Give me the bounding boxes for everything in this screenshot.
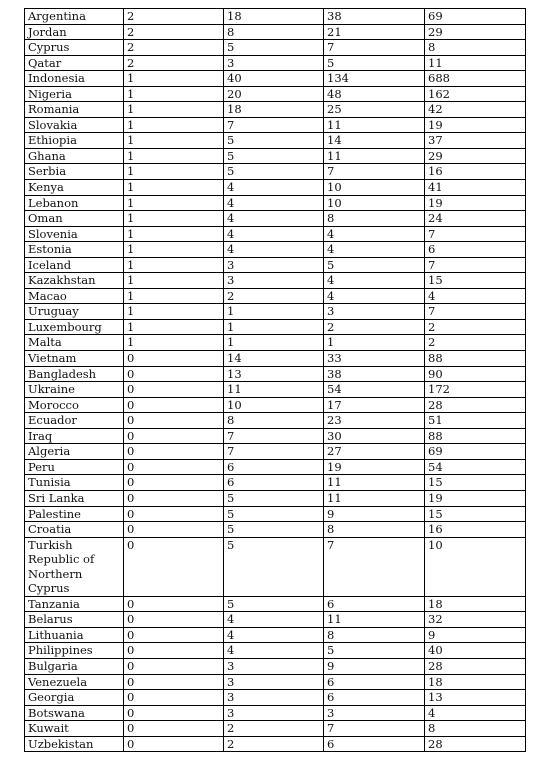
country-cell: Ecuador bbox=[25, 413, 124, 429]
value-cell: 1 bbox=[224, 335, 324, 351]
value-cell: 0 bbox=[124, 366, 224, 382]
value-cell: 32 bbox=[425, 612, 526, 628]
value-cell: 7 bbox=[425, 226, 526, 242]
value-cell: 38 bbox=[324, 366, 425, 382]
table-row bbox=[25, 627, 526, 643]
value-cell: 5 bbox=[324, 55, 425, 71]
table-row bbox=[25, 40, 526, 56]
table-row bbox=[25, 690, 526, 706]
table-row bbox=[25, 242, 526, 258]
country-cell: Palestine bbox=[25, 506, 124, 522]
value-cell: 3 bbox=[224, 658, 324, 674]
value-cell: 4 bbox=[224, 226, 324, 242]
value-cell: 19 bbox=[425, 195, 526, 211]
value-cell: 2 bbox=[324, 319, 425, 335]
table-row bbox=[25, 335, 526, 351]
value-cell: 0 bbox=[124, 537, 224, 596]
value-cell: 4 bbox=[324, 242, 425, 258]
value-cell: 7 bbox=[425, 257, 526, 273]
value-cell: 1 bbox=[224, 319, 324, 335]
country-cell: Iceland bbox=[25, 257, 124, 273]
value-cell: 8 bbox=[425, 721, 526, 737]
value-cell: 2 bbox=[124, 9, 224, 25]
value-cell: 1 bbox=[124, 164, 224, 180]
value-cell: 2 bbox=[425, 319, 526, 335]
value-cell: 1 bbox=[124, 195, 224, 211]
table-row bbox=[25, 721, 526, 737]
value-cell: 6 bbox=[324, 690, 425, 706]
value-cell: 1 bbox=[124, 273, 224, 289]
value-cell: 0 bbox=[124, 490, 224, 506]
value-cell: 0 bbox=[124, 596, 224, 612]
value-cell: 4 bbox=[224, 643, 324, 659]
value-cell: 1 bbox=[124, 257, 224, 273]
value-cell: 1 bbox=[124, 226, 224, 242]
value-cell: 0 bbox=[124, 674, 224, 690]
value-cell: 10 bbox=[324, 195, 425, 211]
value-cell: 16 bbox=[425, 522, 526, 538]
value-cell: 8 bbox=[324, 627, 425, 643]
value-cell: 6 bbox=[324, 596, 425, 612]
value-cell: 8 bbox=[224, 413, 324, 429]
value-cell: 0 bbox=[124, 690, 224, 706]
table-row bbox=[25, 195, 526, 211]
value-cell: 7 bbox=[224, 428, 324, 444]
country-cell: Malta bbox=[25, 335, 124, 351]
country-cell: Ethiopia bbox=[25, 133, 124, 149]
value-cell: 33 bbox=[324, 351, 425, 367]
value-cell: 6 bbox=[224, 459, 324, 475]
country-cell: Croatia bbox=[25, 522, 124, 538]
value-cell: 1 bbox=[224, 304, 324, 320]
value-cell: 25 bbox=[324, 102, 425, 118]
value-cell: 3 bbox=[224, 690, 324, 706]
value-cell: 6 bbox=[425, 242, 526, 258]
value-cell: 1 bbox=[124, 288, 224, 304]
country-cell: Iraq bbox=[25, 428, 124, 444]
table-row bbox=[25, 366, 526, 382]
value-cell: 0 bbox=[124, 705, 224, 721]
country-cell: Georgia bbox=[25, 690, 124, 706]
value-cell: 5 bbox=[224, 164, 324, 180]
country-cell: Peru bbox=[25, 459, 124, 475]
value-cell: 0 bbox=[124, 612, 224, 628]
value-cell: 11 bbox=[324, 612, 425, 628]
country-cell: Nigeria bbox=[25, 86, 124, 102]
value-cell: 88 bbox=[425, 351, 526, 367]
country-cell: Slovakia bbox=[25, 117, 124, 133]
value-cell: 7 bbox=[324, 164, 425, 180]
value-cell: 42 bbox=[425, 102, 526, 118]
value-cell: 4 bbox=[224, 627, 324, 643]
value-cell: 0 bbox=[124, 627, 224, 643]
table-row bbox=[25, 705, 526, 721]
country-cell: Romania bbox=[25, 102, 124, 118]
value-cell: 14 bbox=[224, 351, 324, 367]
value-cell: 0 bbox=[124, 721, 224, 737]
value-cell: 3 bbox=[224, 674, 324, 690]
value-cell: 10 bbox=[224, 397, 324, 413]
value-cell: 90 bbox=[425, 366, 526, 382]
table-row bbox=[25, 522, 526, 538]
table-row bbox=[25, 180, 526, 196]
value-cell: 38 bbox=[324, 9, 425, 25]
table-row bbox=[25, 537, 526, 596]
value-cell: 4 bbox=[224, 612, 324, 628]
value-cell: 7 bbox=[324, 40, 425, 56]
value-cell: 19 bbox=[425, 490, 526, 506]
value-cell: 0 bbox=[124, 444, 224, 460]
table-row bbox=[25, 475, 526, 491]
value-cell: 13 bbox=[224, 366, 324, 382]
value-cell: 18 bbox=[425, 596, 526, 612]
country-cell: Oman bbox=[25, 211, 124, 227]
value-cell: 41 bbox=[425, 180, 526, 196]
country-cell: Jordan bbox=[25, 24, 124, 40]
value-cell: 1 bbox=[324, 335, 425, 351]
value-cell: 1 bbox=[124, 319, 224, 335]
value-cell: 4 bbox=[224, 242, 324, 258]
value-cell: 1 bbox=[124, 211, 224, 227]
value-cell: 1 bbox=[124, 148, 224, 164]
value-cell: 2 bbox=[224, 721, 324, 737]
value-cell: 0 bbox=[124, 475, 224, 491]
country-cell: Sri Lanka bbox=[25, 490, 124, 506]
value-cell: 8 bbox=[425, 40, 526, 56]
table-row bbox=[25, 24, 526, 40]
value-cell: 37 bbox=[425, 133, 526, 149]
value-cell: 1 bbox=[124, 304, 224, 320]
value-cell: 8 bbox=[224, 24, 324, 40]
value-cell: 10 bbox=[324, 180, 425, 196]
table-row bbox=[25, 658, 526, 674]
table-row bbox=[25, 55, 526, 71]
table-row bbox=[25, 382, 526, 398]
value-cell: 7 bbox=[324, 537, 425, 596]
value-cell: 0 bbox=[124, 382, 224, 398]
country-cell: Kuwait bbox=[25, 721, 124, 737]
value-cell: 15 bbox=[425, 273, 526, 289]
value-cell: 4 bbox=[425, 288, 526, 304]
value-cell: 4 bbox=[224, 195, 324, 211]
country-cell: Lebanon bbox=[25, 195, 124, 211]
value-cell: 28 bbox=[425, 658, 526, 674]
value-cell: 21 bbox=[324, 24, 425, 40]
value-cell: 134 bbox=[324, 71, 425, 87]
value-cell: 0 bbox=[124, 506, 224, 522]
value-cell: 54 bbox=[425, 459, 526, 475]
value-cell: 5 bbox=[224, 490, 324, 506]
table-row bbox=[25, 643, 526, 659]
value-cell: 4 bbox=[224, 211, 324, 227]
value-cell: 1 bbox=[124, 117, 224, 133]
table-row bbox=[25, 444, 526, 460]
table-row bbox=[25, 304, 526, 320]
country-cell: Tanzania bbox=[25, 596, 124, 612]
table-row bbox=[25, 226, 526, 242]
value-cell: 0 bbox=[124, 351, 224, 367]
value-cell: 7 bbox=[224, 444, 324, 460]
value-cell: 19 bbox=[425, 117, 526, 133]
value-cell: 2 bbox=[124, 55, 224, 71]
table-row bbox=[25, 413, 526, 429]
table-row bbox=[25, 319, 526, 335]
value-cell: 0 bbox=[124, 643, 224, 659]
country-cell: Lithuania bbox=[25, 627, 124, 643]
value-cell: 40 bbox=[224, 71, 324, 87]
country-cell: Kenya bbox=[25, 180, 124, 196]
value-cell: 1 bbox=[124, 71, 224, 87]
value-cell: 5 bbox=[224, 537, 324, 596]
value-cell: 6 bbox=[324, 674, 425, 690]
value-cell: 48 bbox=[324, 86, 425, 102]
value-cell: 5 bbox=[224, 522, 324, 538]
value-cell: 1 bbox=[124, 335, 224, 351]
value-cell: 5 bbox=[324, 643, 425, 659]
value-cell: 2 bbox=[124, 40, 224, 56]
value-cell: 15 bbox=[425, 506, 526, 522]
value-cell: 172 bbox=[425, 382, 526, 398]
value-cell: 6 bbox=[324, 736, 425, 752]
country-cell: Ghana bbox=[25, 148, 124, 164]
country-cell: Philippines bbox=[25, 643, 124, 659]
value-cell: 5 bbox=[224, 133, 324, 149]
table-row bbox=[25, 288, 526, 304]
value-cell: 88 bbox=[425, 428, 526, 444]
table-row bbox=[25, 674, 526, 690]
value-cell: 0 bbox=[124, 459, 224, 475]
value-cell: 28 bbox=[425, 397, 526, 413]
country-cell: Turkish Republic of Northern Cyprus bbox=[25, 537, 124, 596]
value-cell: 2 bbox=[224, 288, 324, 304]
country-cell: Estonia bbox=[25, 242, 124, 258]
table-row bbox=[25, 117, 526, 133]
value-cell: 1 bbox=[124, 102, 224, 118]
value-cell: 4 bbox=[324, 273, 425, 289]
value-cell: 17 bbox=[324, 397, 425, 413]
country-cell: Bangladesh bbox=[25, 366, 124, 382]
country-cell: Indonesia bbox=[25, 71, 124, 87]
value-cell: 5 bbox=[224, 148, 324, 164]
value-cell: 688 bbox=[425, 71, 526, 87]
table-row bbox=[25, 459, 526, 475]
value-cell: 3 bbox=[324, 304, 425, 320]
value-cell: 40 bbox=[425, 643, 526, 659]
value-cell: 5 bbox=[224, 40, 324, 56]
value-cell: 16 bbox=[425, 164, 526, 180]
table-row bbox=[25, 257, 526, 273]
table-row bbox=[25, 397, 526, 413]
value-cell: 30 bbox=[324, 428, 425, 444]
country-cell: Luxembourg bbox=[25, 319, 124, 335]
value-cell: 19 bbox=[324, 459, 425, 475]
value-cell: 2 bbox=[224, 736, 324, 752]
country-cell: Venezuela bbox=[25, 674, 124, 690]
value-cell: 13 bbox=[425, 690, 526, 706]
value-cell: 8 bbox=[324, 522, 425, 538]
value-cell: 7 bbox=[224, 117, 324, 133]
value-cell: 24 bbox=[425, 211, 526, 227]
value-cell: 0 bbox=[124, 397, 224, 413]
value-cell: 4 bbox=[425, 705, 526, 721]
value-cell: 0 bbox=[124, 736, 224, 752]
value-cell: 11 bbox=[324, 117, 425, 133]
value-cell: 9 bbox=[324, 658, 425, 674]
table-row bbox=[25, 490, 526, 506]
value-cell: 15 bbox=[425, 475, 526, 491]
table-row bbox=[25, 506, 526, 522]
value-cell: 69 bbox=[425, 444, 526, 460]
table-body bbox=[25, 9, 526, 752]
country-cell: Belarus bbox=[25, 612, 124, 628]
value-cell: 1 bbox=[124, 180, 224, 196]
value-cell: 7 bbox=[324, 721, 425, 737]
value-cell: 29 bbox=[425, 148, 526, 164]
value-cell: 51 bbox=[425, 413, 526, 429]
table-row bbox=[25, 148, 526, 164]
country-cell: Vietnam bbox=[25, 351, 124, 367]
country-cell: Kazakhstan bbox=[25, 273, 124, 289]
value-cell: 0 bbox=[124, 658, 224, 674]
value-cell: 23 bbox=[324, 413, 425, 429]
value-cell: 9 bbox=[425, 627, 526, 643]
country-cell: Morocco bbox=[25, 397, 124, 413]
country-cell: Botswana bbox=[25, 705, 124, 721]
value-cell: 0 bbox=[124, 522, 224, 538]
table-row bbox=[25, 428, 526, 444]
table-row bbox=[25, 273, 526, 289]
table-row bbox=[25, 351, 526, 367]
value-cell: 3 bbox=[224, 273, 324, 289]
table-row bbox=[25, 211, 526, 227]
country-data-table bbox=[24, 8, 526, 752]
value-cell: 11 bbox=[425, 55, 526, 71]
value-cell: 6 bbox=[224, 475, 324, 491]
value-cell: 28 bbox=[425, 736, 526, 752]
value-cell: 9 bbox=[324, 506, 425, 522]
value-cell: 1 bbox=[124, 86, 224, 102]
value-cell: 69 bbox=[425, 9, 526, 25]
country-cell: Algeria bbox=[25, 444, 124, 460]
country-cell: Tunisia bbox=[25, 475, 124, 491]
table-row bbox=[25, 102, 526, 118]
country-cell: Cyprus bbox=[25, 40, 124, 56]
country-cell: Bulgaria bbox=[25, 658, 124, 674]
value-cell: 8 bbox=[324, 211, 425, 227]
country-cell: Argentina bbox=[25, 9, 124, 25]
value-cell: 11 bbox=[324, 490, 425, 506]
value-cell: 10 bbox=[425, 537, 526, 596]
value-cell: 7 bbox=[425, 304, 526, 320]
value-cell: 2 bbox=[425, 335, 526, 351]
value-cell: 54 bbox=[324, 382, 425, 398]
country-cell: Uruguay bbox=[25, 304, 124, 320]
table-row bbox=[25, 736, 526, 752]
table-row bbox=[25, 71, 526, 87]
value-cell: 3 bbox=[224, 257, 324, 273]
value-cell: 5 bbox=[324, 257, 425, 273]
country-cell: Uzbekistan bbox=[25, 736, 124, 752]
value-cell: 3 bbox=[224, 705, 324, 721]
value-cell: 1 bbox=[124, 133, 224, 149]
value-cell: 4 bbox=[224, 180, 324, 196]
value-cell: 4 bbox=[324, 288, 425, 304]
value-cell: 0 bbox=[124, 428, 224, 444]
value-cell: 11 bbox=[224, 382, 324, 398]
country-cell: Ukraine bbox=[25, 382, 124, 398]
value-cell: 18 bbox=[224, 102, 324, 118]
table-row bbox=[25, 164, 526, 180]
value-cell: 3 bbox=[324, 705, 425, 721]
table-row bbox=[25, 86, 526, 102]
value-cell: 5 bbox=[224, 596, 324, 612]
country-cell: Macao bbox=[25, 288, 124, 304]
value-cell: 3 bbox=[224, 55, 324, 71]
value-cell: 18 bbox=[425, 674, 526, 690]
table-row bbox=[25, 9, 526, 25]
table-row bbox=[25, 612, 526, 628]
value-cell: 0 bbox=[124, 413, 224, 429]
value-cell: 11 bbox=[324, 148, 425, 164]
table-row bbox=[25, 133, 526, 149]
country-cell: Serbia bbox=[25, 164, 124, 180]
value-cell: 14 bbox=[324, 133, 425, 149]
value-cell: 29 bbox=[425, 24, 526, 40]
value-cell: 1 bbox=[124, 242, 224, 258]
value-cell: 20 bbox=[224, 86, 324, 102]
value-cell: 2 bbox=[124, 24, 224, 40]
value-cell: 4 bbox=[324, 226, 425, 242]
value-cell: 162 bbox=[425, 86, 526, 102]
country-cell: Slovenia bbox=[25, 226, 124, 242]
value-cell: 18 bbox=[224, 9, 324, 25]
value-cell: 5 bbox=[224, 506, 324, 522]
country-cell: Qatar bbox=[25, 55, 124, 71]
value-cell: 27 bbox=[324, 444, 425, 460]
value-cell: 11 bbox=[324, 475, 425, 491]
table-row bbox=[25, 596, 526, 612]
